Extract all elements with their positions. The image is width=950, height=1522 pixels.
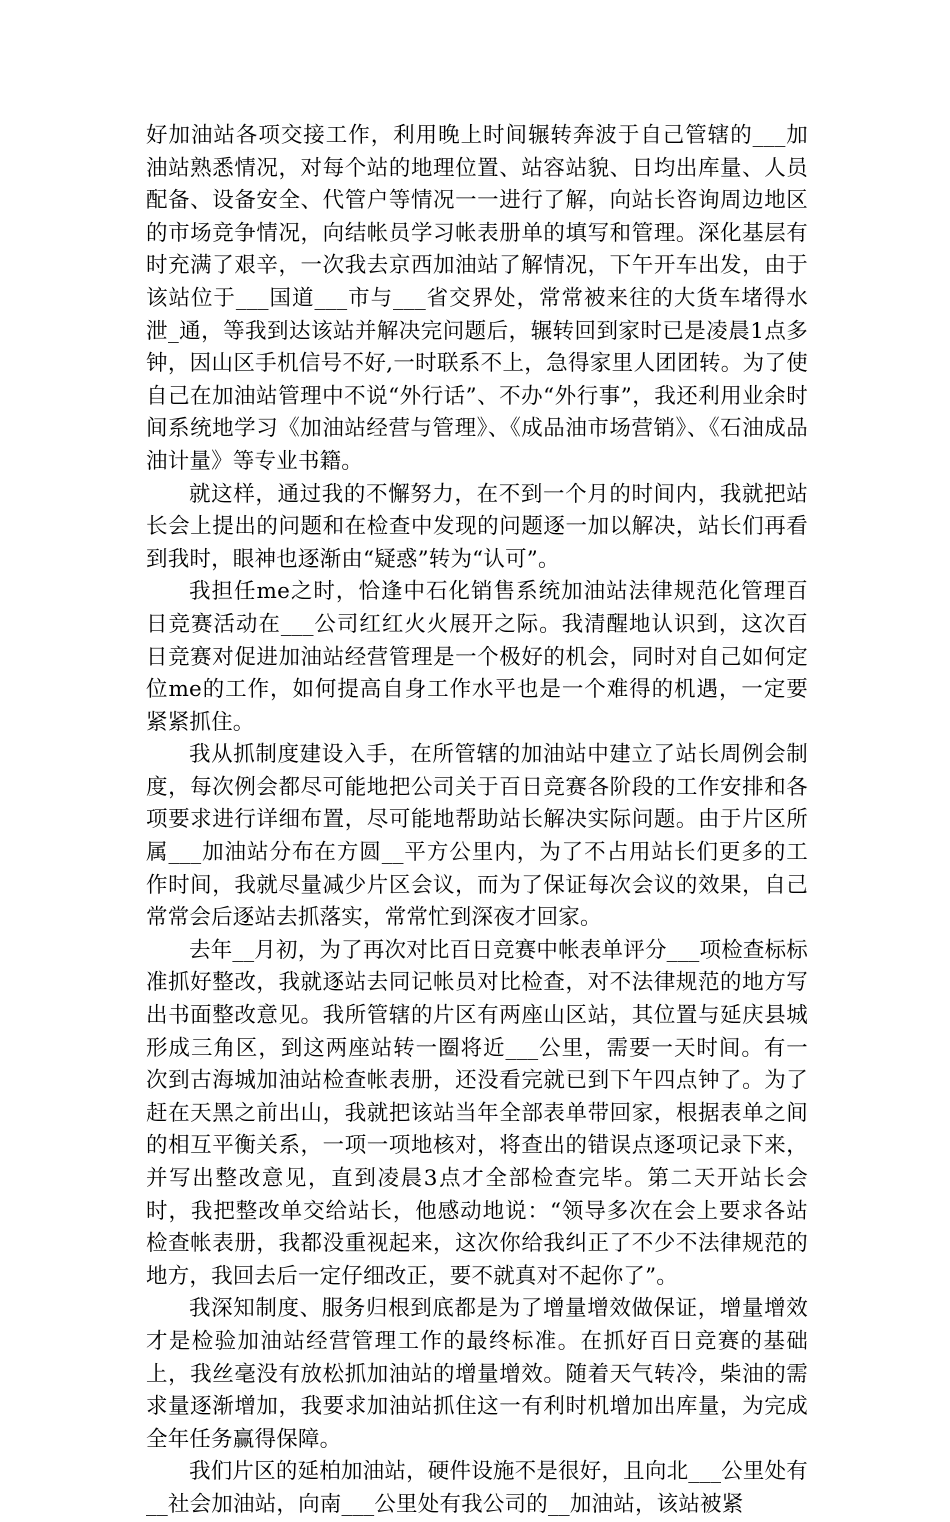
paragraph-4: 我从抓制度建设入手，在所管辖的加油站中建立了站长周例会制度，每次例会都尽可能地把公司关于百日竞赛各阶段的工作安排和各项要求进行详细布置，尽可能地帮助站长解决实际问题。由于片区所属___加油站分布在方圆__平方公里内，为了不占用站长们更多的工作时间，我就尽量减少片区会议，而为了保证每次会议的效果，自己常常会后逐站去抓落实，常常忙到深夜才回家。 [146, 742, 808, 931]
paragraph-6: 我深知制度、服务归根到底都是为了增量增效做保证，增量增效才是检验加油站经营管理工作的最终标准。在抓好百日竞赛的基础上，我丝毫没有放松抓加油站的增量增效。随着天气转冷，柴油的需求量逐渐增加，我要求加油站抓住这一有利时机增加出库量，为完成全年任务赢得保障。 [146, 1296, 808, 1452]
paragraph-3: 我担任me之时，恰逢中石化销售系统加油站法律规范化管理百日竞赛活动在___公司红红火火展开之际。我清醒地认识到，这次百日竞赛对促进加油站经营管理是一个极好的机会，同时对自己如何定位me的工作，如何提高自身工作水平也是一个难得的机遇，一定要紧紧抓住。 [146, 579, 808, 735]
document-body [146, 120, 808, 1522]
paragraph-1: 好加油站各项交接工作，利用晚上时间辗转奔波于自己管辖的___加油站熟悉情况，对每个站的地理位置、站容站貌、日均出库量、人员配备、设备安全、代管户等情况一一进行了解，向站长咨询周边地区的市场竞争情况，向结帐员学习帐表册单的填写和管理。深化基层有时充满了艰辛，一次我去京西加油站了解情况，下午开车出发，由于该站位于___国道___市与___省交界处，常常被来往的大货车堵得水泄_通，等我到达该站并解决完问题后，辗转回到家时已是凌晨1点多钟，因山区手机信号不好,一时联系不上，急得家里人团团转。为了使自己在加油站管理中不说“外行话”、不办“外行事”，我还利用业余时间系统地学习《加油站经营与管理》、《成品油市场营销》、《石油成品油计量》等专业书籍。 [146, 123, 808, 474]
paragraph-7: 我们片区的延柏加油站，硬件设施不是很好，且向北___公里处有__社会加油站，向南___公里处有我公司的__加油站，该站被紧 [146, 1459, 808, 1517]
paragraph-5: 去年__月初，为了再次对比百日竞赛中帐表单评分___项检查标标准抓好整改，我就逐站去同记帐员对比检查，对不法律规范的地方写出书面整改意见。我所管辖的片区有两座山区站，其位置与延庆县城形成三角区，到这两座站转一圈将近___公里，需要一天时间。有一次到古海城加油站检查帐表册，还没看完就已到下午四点钟了。为了赶在天黑之前出山，我就把该站当年全部表单带回家，根据表单之间的相互平衡关系，一项一项地核对，将查出的错误点逐项记录下来，并写出整改意见，直到凌晨3点才全部检查完毕。第二天开站长会时，我把整改单交给站长，他感动地说：“领导多次在会上要求各站检查帐表册，我都没重视起来，这次你给我纠正了不少不法律规范的地方，我回去后一定仔细改正，要不就真对不起你了”。 [146, 937, 808, 1289]
paragraph-2: 就这样，通过我的不懈努力，在不到一个月的时间内，我就把站长会上提出的问题和在检查中发现的问题逐一加以解决，站长们再看到我时，眼神也逐渐由“疑惑”转为“认可”。 [146, 481, 808, 572]
